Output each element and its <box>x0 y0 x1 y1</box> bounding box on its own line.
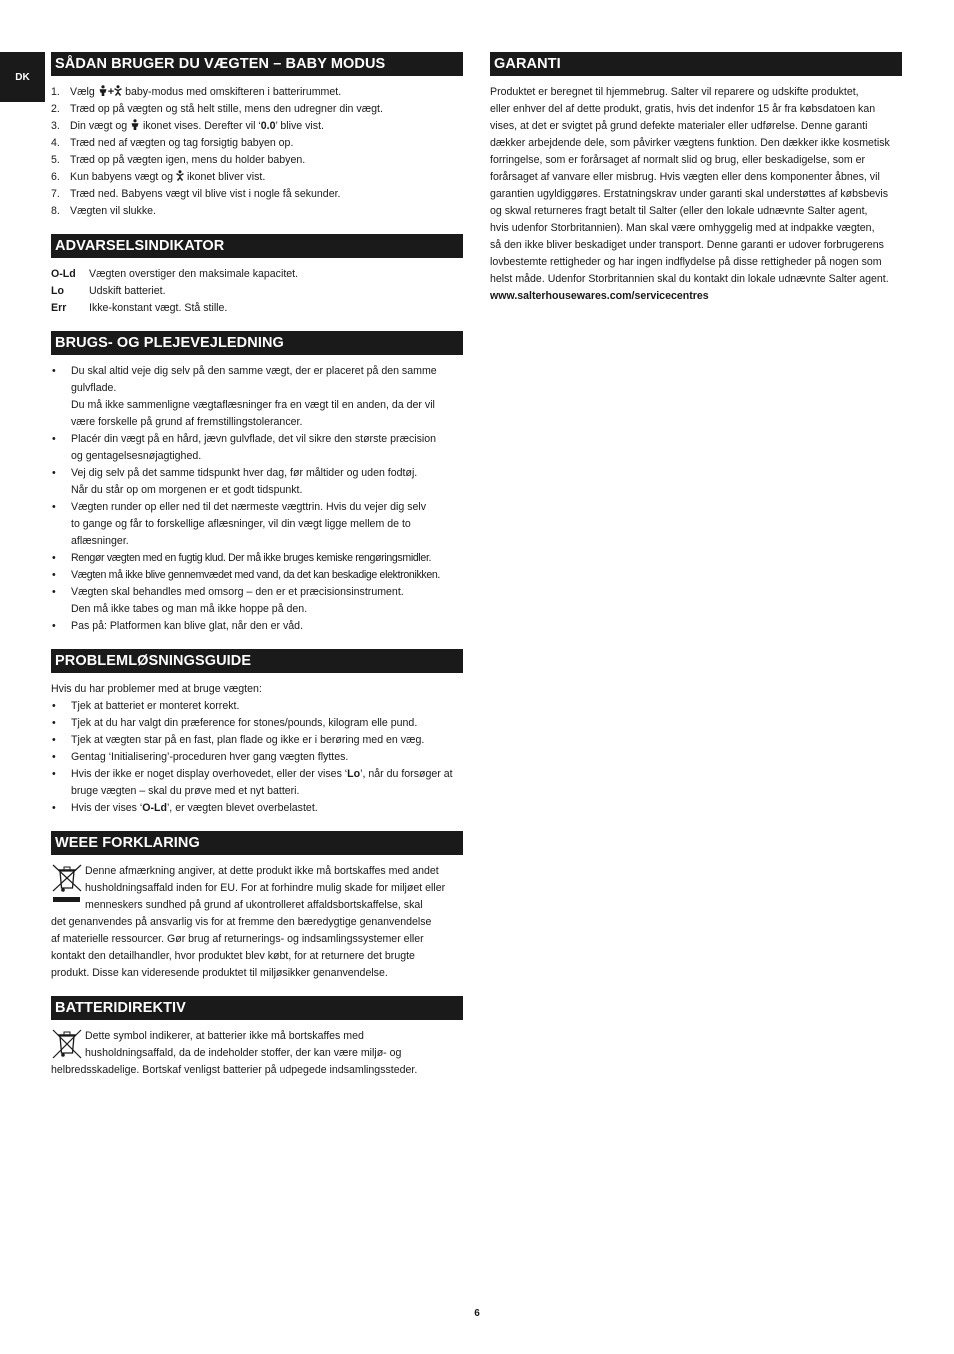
bullet <box>51 698 71 715</box>
text-line: produkt. Disse kan videresende produktet til miljøsikker genanvendelse. <box>51 967 388 979</box>
bullet <box>51 465 71 499</box>
crossed-bin-icon <box>51 1028 84 1060</box>
step-text-part: ’ blive vist. <box>275 120 324 132</box>
text-line: Den må ikke tabes og man må ikke hoppe på den. <box>71 603 308 615</box>
bullet-text <box>71 766 463 800</box>
step-text <box>70 118 463 135</box>
warning-code: O-Ld <box>51 268 76 280</box>
bullet <box>51 800 71 817</box>
care-bullet <box>51 567 463 584</box>
step-text: Træd ned af vægten og tag forsigtig babyen op. <box>70 137 294 149</box>
weee-section <box>51 831 463 982</box>
troubleshooting-intro: Hvis du har problemer med at bruge vægten: <box>51 683 262 695</box>
text-line: være forskelle på grund af fremstillingstolerancer. <box>71 416 303 428</box>
text-line: forårsaget af vanvare eller misbrug. Hvis vægten eller dens komponenter åbnes, vil <box>490 171 880 183</box>
text-line: Du skal altid veje dig selv på den samme vægt, der er placeret på den samme <box>71 365 437 377</box>
step-row <box>51 169 463 186</box>
bullet <box>51 499 71 550</box>
warning-code: Lo <box>51 285 64 297</box>
bullet-text: Tjek at vægten star på en fast, plan flade og ikke er i berøring med en væg. <box>71 734 425 746</box>
step-text: Vægten vil slukke. <box>70 205 156 217</box>
troubleshooting-section <box>51 649 463 817</box>
guarantee-heading: GARANTI <box>490 52 902 76</box>
care-heading: BRUGS- OG PLEJEVEJLEDNING <box>51 331 463 355</box>
text-line: Vægten må ikke blive gennemvædet med vand, da det kan beskadige elektronikken. <box>71 569 441 581</box>
baby-mode-section <box>51 52 463 220</box>
text-line: Pas på: Platformen kan blive glat, når den er våd. <box>71 620 304 632</box>
text-line: to gange og får to forskellige aflæsninger, vil din vægt ligge mellem de to <box>71 518 411 530</box>
trouble-bullet <box>51 800 463 817</box>
adult-icon <box>98 85 108 96</box>
guarantee-section <box>490 52 902 305</box>
step-number: 5. <box>51 154 60 166</box>
right-column <box>490 52 902 319</box>
language-code: DK <box>15 71 30 83</box>
trouble-bullet <box>51 715 463 732</box>
step-text: Træd op på vægten og stå helt stille, mens den udregner din vægt. <box>70 103 383 115</box>
step-number: 7. <box>51 188 60 200</box>
warning-text: Vægten overstiger den maksimale kapacitet. <box>89 268 299 280</box>
step-number: 3. <box>51 120 60 132</box>
left-column <box>51 52 463 1093</box>
weee-heading: WEEE FORKLARING <box>51 831 463 855</box>
text-line: garantien ugyldiggøres. Erstatningskrav under garanti skal understøttes af købsbevis <box>490 188 889 200</box>
care-bullet <box>51 550 463 567</box>
step-text-part: baby-modus med omskifteren i batterirummet. <box>122 86 342 98</box>
bullet-text <box>71 584 463 618</box>
service-centres-link[interactable]: www.salterhousewares.com/servicecentres <box>490 290 709 302</box>
step-text-part: ikonet vises. Derefter vil ‘ <box>140 120 261 132</box>
text-line: Placér din vægt på en hård, jævn gulvflade, det vil sikre den største præcision <box>71 433 437 445</box>
baby-mode-heading: SÅDAN BRUGER DU VÆGTEN – BABY MODUS <box>51 52 463 76</box>
step-row <box>51 101 463 118</box>
care-bullet <box>51 499 463 550</box>
step-row <box>51 84 463 101</box>
care-bullet <box>51 618 463 635</box>
care-bullet <box>51 584 463 618</box>
text-line: eller enhver del af dette produkt, gratis, hvis det indenfor 15 år fra købsdatoen kan <box>490 103 876 115</box>
text-line: af materielle ressourcer. Gør brug af returnerings- og indsamlingssystemer eller <box>51 933 424 945</box>
text-line: Dette symbol indikerer, at batterier ikke må bortskaffes med <box>85 1030 364 1042</box>
text-line: aflæsninger. <box>71 535 129 547</box>
trouble-bullet <box>51 766 463 800</box>
step-text-part: ikonet bliver vist. <box>184 171 266 183</box>
language-tab <box>0 52 45 102</box>
bullet <box>51 732 71 749</box>
step-number: 2. <box>51 103 60 115</box>
troubleshooting-list <box>51 681 463 817</box>
text-line: det genanvendes på ansvarlig vis for at fremme den bæredygtige genanvendelse <box>51 916 432 928</box>
step-row <box>51 152 463 169</box>
bullet <box>51 584 71 618</box>
warning-code: Err <box>51 302 67 314</box>
text-line: gulvflade. <box>71 382 117 394</box>
step-text-part: Din vægt og <box>70 120 131 132</box>
bullet <box>51 766 71 800</box>
bullet <box>51 749 71 766</box>
bullet <box>51 715 71 732</box>
text-line: Du må ikke sammenligne vægtaflæsninger fra en vægt til en anden, da der vil <box>71 399 435 411</box>
text-line: kontakt den detailhandler, hvor produktet blev købt, for at returnere det brugte <box>51 950 415 962</box>
text-line: lovbestemte rettigheder og har ingen indflydelse på disse rettigheder på nogen som <box>490 256 882 268</box>
text-line: Denne afmærkning angiver, at dette produkt ikke må bortskaffes med andet <box>85 865 439 877</box>
step-number: 6. <box>51 171 60 183</box>
warning-text: Udskift batteriet. <box>89 285 166 297</box>
care-section <box>51 331 463 635</box>
bullet-text <box>71 431 463 465</box>
bullet-text <box>71 618 463 635</box>
text-part: ’, når du forsøger at <box>360 768 453 780</box>
step-number: 8. <box>51 205 60 217</box>
bullet <box>51 431 71 465</box>
text-line: vises, at det er svigtet på grund defekte materialer eller udførelse. Denne garanti <box>490 120 868 132</box>
guarantee-text <box>490 84 902 305</box>
text-line: dækker arbejdende dele, som påvirker vægtens funktion. Den dækker ikke kosmetisk <box>490 137 890 149</box>
warning-text: Ikke-konstant vægt. Stå stille. <box>89 302 228 314</box>
display-code: O-Ld <box>142 802 167 814</box>
text-line: bruge vægten – skal du prøve med et nyt batteri. <box>71 785 300 797</box>
text-line: forringelse, som er forårsaget af normalt slid og brug, eller beskadigelse, som er <box>490 154 866 166</box>
crossed-bin-icon <box>51 863 84 903</box>
bullet-text <box>71 465 463 499</box>
text-line: så den ikke bliver beskadiget under transport. Denne garanti er udover forbrugerens <box>490 239 884 251</box>
text-line: og skwal returneres fragt betalt til Salter (eller den lokale udnævnte Salter agent, <box>490 205 868 217</box>
text-line: Rengør vægten med en fugtig klud. Der må ikke bruges kemiske rengøringsmidler. <box>71 552 432 564</box>
step-number: 4. <box>51 137 60 149</box>
battery-text <box>51 1028 463 1079</box>
text-line: Vægten runder op eller ned til det nærmeste vægttrin. Hvis du vejer dig selv <box>71 501 427 513</box>
care-list <box>51 363 463 635</box>
baby-icon <box>176 170 184 181</box>
battery-heading: BATTERIDIREKTIV <box>51 996 463 1020</box>
bullet-text <box>71 363 463 431</box>
text-line: husholdningsaffald, da de indeholder stoffer, der kan være miljø- og <box>85 1047 402 1059</box>
step-row <box>51 186 463 203</box>
step-text-part: Kun babyens vægt og <box>70 171 177 183</box>
warning-section <box>51 234 463 317</box>
adult-icon <box>130 119 140 130</box>
warning-item <box>51 266 463 283</box>
warning-list <box>51 266 463 317</box>
text-line: Produktet er beregnet til hjemmebrug. Salter vil reparere og udskifte produktet, <box>490 86 859 98</box>
text-line: Vej dig selv på det samme tidspunkt hver dag, før måltider og uden fodtøj. <box>71 467 418 479</box>
care-bullet <box>51 363 463 431</box>
bullet-text: Tjek at batteriet er monteret korrekt. <box>71 700 240 712</box>
bullet <box>51 550 71 567</box>
step-text: Vælg + baby-modus med omskifteren i batterirummet. <box>70 86 342 98</box>
display-code: Lo <box>347 768 361 780</box>
warning-heading: ADVARSELSINDIKATOR <box>51 234 463 258</box>
warning-item <box>51 300 463 317</box>
trouble-bullet <box>51 749 463 766</box>
warning-item <box>51 283 463 300</box>
step-text-part: Vælg <box>70 86 98 98</box>
trouble-bullet <box>51 698 463 715</box>
bullet-text <box>71 800 463 817</box>
display-value: 0.0 <box>260 120 276 132</box>
page-number: 6 <box>474 1308 480 1319</box>
step-text: Træd op på vægten igen, mens du holder babyen. <box>70 154 306 166</box>
trouble-bullet <box>51 732 463 749</box>
text-line: Når du står op om morgenen er et godt tidspunkt. <box>71 484 303 496</box>
text-line: og gentagelsesnøjagtighed. <box>71 450 202 462</box>
bullet <box>51 567 71 584</box>
bullet-text <box>71 550 463 567</box>
weee-text <box>51 863 463 982</box>
text-line: helst måde. Udenfor Storbritannien skal du kontakt din lokale udnævnte Salter agent. <box>490 273 889 285</box>
troubleshooting-heading: PROBLEMLØSNINGSGUIDE <box>51 649 463 673</box>
step-text: Træd ned. Babyens vægt vil blive vist i nogle få sekunder. <box>70 188 341 200</box>
baby-icon <box>114 85 122 96</box>
bullet-text: Gentag ‘Initialisering’-proceduren hver gang vægten flyttes. <box>71 751 349 763</box>
care-bullet <box>51 465 463 499</box>
text-line: Vægten skal behandles med omsorg – den er et præcisionsinstrument. <box>71 586 404 598</box>
text-line: helbredsskadelige. Bortskaf venligst batterier på udpegede indsamlingssteder. <box>51 1064 418 1076</box>
bullet-text <box>71 567 463 584</box>
baby-mode-steps <box>51 84 463 220</box>
text-line: husholdningsaffald inden for EU. For at forhindre mulig skade for miljøet eller <box>85 882 446 894</box>
battery-section <box>51 996 463 1079</box>
step-number: 1. <box>51 86 60 98</box>
text-part: Hvis der ikke er noget display overhovedet, eller der vises ‘ <box>71 768 348 780</box>
care-bullet <box>51 431 463 465</box>
step-row <box>51 203 463 220</box>
bullet <box>51 618 71 635</box>
text-part: ’, er vægten blevet overbelastet. <box>166 802 318 814</box>
bullet <box>51 363 71 431</box>
text-line <box>71 766 463 783</box>
text-line: menneskers sundhed på grund af ukontrolleret affaldsbortskaffelse, skal <box>85 899 423 911</box>
text-line: hvis udenfor Storbritannien). Man skal være omhyggelig med at indpakke vægten, <box>490 222 875 234</box>
text-part: Hvis der vises ‘ <box>71 802 143 814</box>
bullet-text: Tjek at du har valgt din præference for stones/pounds, kilogram elle pund. <box>71 717 418 729</box>
step-text <box>70 169 463 186</box>
step-row <box>51 118 463 135</box>
step-row <box>51 135 463 152</box>
bullet-text <box>71 499 463 550</box>
